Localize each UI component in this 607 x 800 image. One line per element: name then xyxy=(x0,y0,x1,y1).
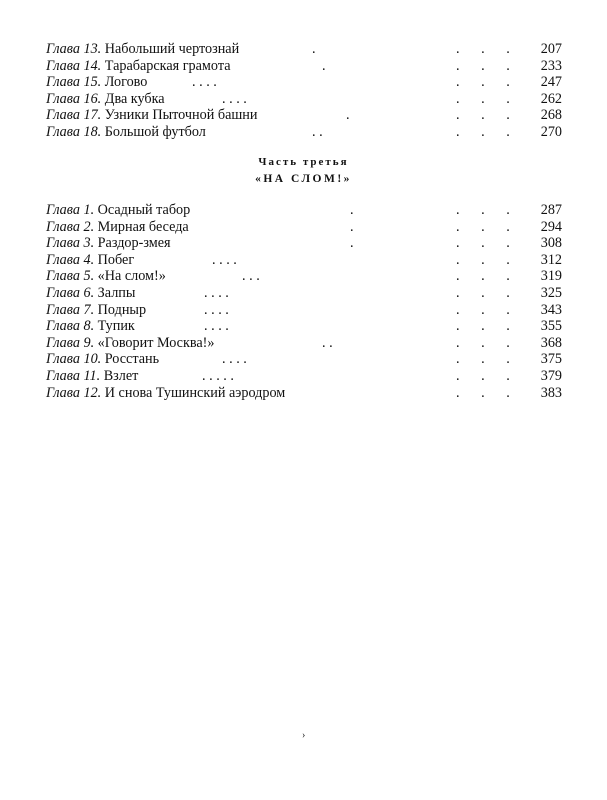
toc-row xyxy=(46,74,566,91)
leader-dots: . . . xyxy=(456,57,519,74)
chapter-number: Глава 16. xyxy=(46,90,102,107)
leader-dots: . . . xyxy=(456,41,519,57)
toc-section-part-three xyxy=(46,202,566,401)
toc-row xyxy=(46,285,566,302)
page-number: 308 xyxy=(540,235,562,252)
page-number: 325 xyxy=(540,284,562,301)
chapter-number: Глава 13. xyxy=(46,41,102,57)
toc-row xyxy=(46,252,566,269)
chapter-title: «Говорит Москва!» xyxy=(97,334,215,351)
part-heading: Часть третья xyxy=(258,156,349,168)
leader-dots-mid: . xyxy=(322,57,326,74)
leader-dots: . . . xyxy=(456,284,519,301)
leader-dots: . . . xyxy=(456,384,519,401)
chapter-number: Глава 14. xyxy=(46,57,102,74)
chapter-number: Глава 15. xyxy=(46,74,102,91)
page-number: 233 xyxy=(540,57,562,74)
leader-dots: . . . xyxy=(456,351,519,368)
toc-row xyxy=(46,385,566,402)
page-number: 294 xyxy=(540,218,562,235)
leader-dots: . . . xyxy=(456,90,519,107)
chapter-number: Глава 8. xyxy=(46,318,95,335)
chapter-title: Узники Пыточной башни xyxy=(104,107,258,124)
toc-row xyxy=(46,235,566,252)
toc-row xyxy=(46,302,566,319)
leader-dots-mid: . . . . xyxy=(204,318,229,335)
page-number: 287 xyxy=(540,202,562,218)
leader-dots: . . . xyxy=(456,251,519,268)
leader-dots: . . . xyxy=(456,268,519,285)
leader-dots-mid: . . . . . xyxy=(202,367,234,384)
chapter-number: Глава 3. xyxy=(46,235,95,252)
toc-row xyxy=(46,124,566,141)
leader-dots: . . . xyxy=(456,367,519,384)
leader-dots-mid: . . xyxy=(322,334,333,351)
chapter-title: Взлет xyxy=(103,367,139,384)
leader-dots: . . . xyxy=(456,218,519,235)
page-number: 383 xyxy=(540,384,562,401)
page-number: 319 xyxy=(540,268,562,285)
chapter-number: Глава 11. xyxy=(46,367,101,384)
chapter-title: Осадный табор xyxy=(97,202,191,218)
page-number: 268 xyxy=(540,107,562,124)
page-number: 343 xyxy=(540,301,562,318)
page-number: 247 xyxy=(540,74,562,91)
chapter-number: Глава 10. xyxy=(46,351,102,368)
toc-row xyxy=(46,58,566,75)
leader-dots-mid: . . . . xyxy=(222,90,247,107)
leader-dots-mid: . xyxy=(350,202,354,218)
page-number: 355 xyxy=(540,318,562,335)
page-number: 379 xyxy=(540,367,562,384)
page-number: 312 xyxy=(540,251,562,268)
chapter-title: Набольший чертознай xyxy=(104,41,240,57)
leader-dots-mid: . . . . xyxy=(192,74,217,91)
chapter-title: Два кубка xyxy=(104,90,165,107)
chapter-title: Залпы xyxy=(97,284,136,301)
chapter-title: Мирная беседа xyxy=(97,218,189,235)
chapter-number: Глава 2. xyxy=(46,218,95,235)
page-number: 375 xyxy=(540,351,562,368)
toc-row xyxy=(46,335,566,352)
chapter-title: Тарабарская грамота xyxy=(104,57,231,74)
leader-dots-mid: . . . . xyxy=(222,351,247,368)
chapter-title: Тупик xyxy=(97,318,135,335)
chapter-number: Глава 1. xyxy=(46,202,95,218)
chapter-number: Глава 12. xyxy=(46,384,102,401)
toc-section-part-two-end xyxy=(46,41,566,141)
leader-dots-mid: . . . xyxy=(242,268,260,285)
page-number: 270 xyxy=(540,123,562,140)
toc-row xyxy=(46,91,566,108)
leader-dots-mid: . xyxy=(350,218,354,235)
leader-dots-mid: . . . . xyxy=(204,284,229,301)
chapter-number: Глава 18. xyxy=(46,123,102,140)
chapter-title: Росстань xyxy=(104,351,160,368)
toc-row xyxy=(46,219,566,236)
leader-dots: . . . xyxy=(456,334,519,351)
toc-row xyxy=(46,318,566,335)
leader-dots: . . . xyxy=(456,202,519,218)
toc-row xyxy=(46,368,566,385)
leader-dots-mid: . xyxy=(312,41,316,57)
chapter-number: Глава 17. xyxy=(46,107,102,124)
toc-row xyxy=(46,41,566,58)
chapter-title: Логово xyxy=(104,74,148,91)
toc-row xyxy=(46,351,566,368)
chapter-title: Побег xyxy=(97,251,135,268)
leader-dots: . . . xyxy=(456,107,519,124)
part-subtitle: «НА СЛОМ!» xyxy=(255,173,352,185)
chapter-title: И снова Тушинский аэродром xyxy=(104,384,286,401)
chapter-number: Глава 6. xyxy=(46,284,95,301)
chapter-title: «На слом!» xyxy=(97,268,166,285)
toc-row xyxy=(46,107,566,124)
page-number: 368 xyxy=(540,334,562,351)
leader-dots: . . . xyxy=(456,123,519,140)
leader-dots-mid: . . xyxy=(312,123,323,140)
leader-dots: . . . xyxy=(456,318,519,335)
chapter-number: Глава 9. xyxy=(46,334,95,351)
leader-dots-mid: . xyxy=(346,107,350,124)
leader-dots-mid: . . . . xyxy=(212,251,237,268)
leader-dots-mid: . . . . xyxy=(204,301,229,318)
leader-dots-mid: . xyxy=(350,235,354,252)
chapter-title: Подныр xyxy=(97,301,147,318)
chapter-number: Глава 7. xyxy=(46,301,95,318)
leader-dots: . . . xyxy=(456,301,519,318)
chapter-number: Глава 4. xyxy=(46,251,95,268)
toc-row xyxy=(46,202,566,219)
chapter-number: Глава 5. xyxy=(46,268,95,285)
footer-mark: › xyxy=(302,730,306,741)
page-number: 262 xyxy=(540,90,562,107)
leader-dots: . . . xyxy=(456,74,519,91)
toc-row xyxy=(46,268,566,285)
page-number: 207 xyxy=(540,41,562,57)
chapter-title: Большой футбол xyxy=(104,123,206,140)
chapter-title: Раздор-змея xyxy=(97,235,171,252)
leader-dots: . . . xyxy=(456,235,519,252)
